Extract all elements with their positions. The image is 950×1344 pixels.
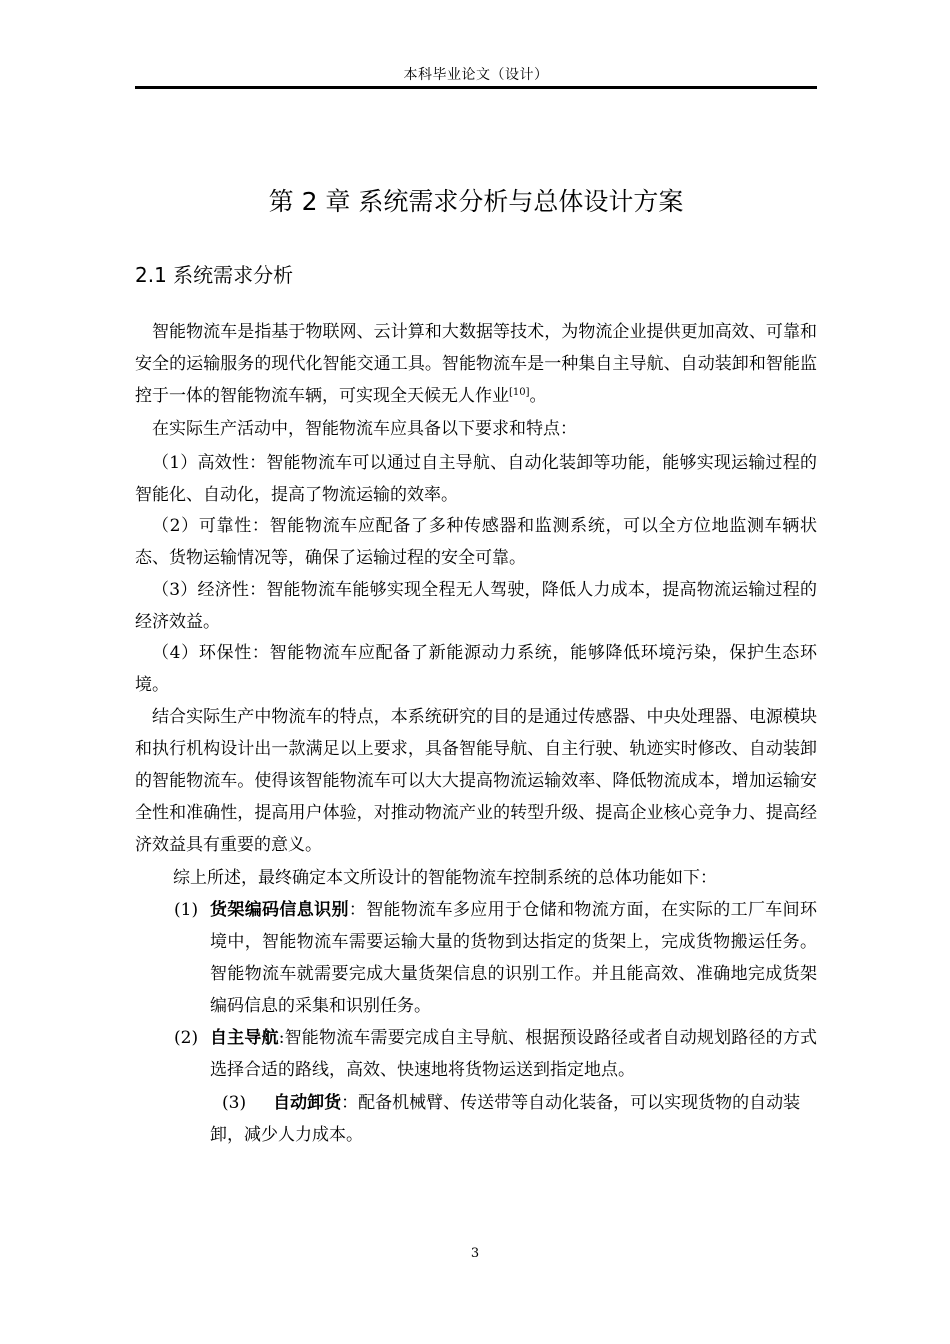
running-header: 本科毕业论文（设计）	[403, 67, 549, 83]
function-item-number: (2)	[174, 1028, 199, 1048]
function-item-1	[174, 894, 817, 1022]
function-item-3	[210, 1087, 817, 1151]
function-item-separator: ：	[341, 1093, 359, 1113]
paragraph-intro-end: 。	[529, 386, 547, 406]
paragraph-intro-text: 智能物流车是指基于物联网、云计算和大数据等技术，为物流企业提供更加高效、可靠和安全的运输服务的现代化智能交通工具。智能物流车是一种集自主导航、自动装卸和智能监控于一体的智能物流车辆，可实现全天候无人作业	[135, 322, 817, 406]
section-title: 2.1 系统需求分析	[135, 263, 294, 287]
function-item-number: (1)	[174, 900, 199, 920]
function-item-label: 货架编码信息识别	[210, 900, 349, 920]
function-item-label: 自动卸货	[273, 1093, 342, 1113]
paragraph-summary: 综上所述，最终确定本文所设计的智能物流车控制系统的总体功能如下：	[173, 868, 717, 888]
paragraph-environment: （4）环保性：智能物流车应配备了新能源动力系统，能够降低环境污染，保护生态环境。	[135, 643, 817, 695]
function-item-number: (3)	[222, 1093, 247, 1113]
chapter-title: 第 2 章 系统需求分析与总体设计方案	[268, 187, 684, 216]
function-item-2	[174, 1022, 817, 1086]
function-item-text: 配备机械臂、传送带等自动化装备，可以实现货物的自动装卸，减少人力成本。	[210, 1093, 801, 1145]
citation-ref: [10]	[509, 387, 530, 398]
paragraph-requirements-lead: 在实际生产活动中，智能物流车应具备以下要求和特点：	[152, 419, 577, 439]
function-item-label: 自主导航	[210, 1028, 279, 1048]
function-item-text: 智能物流车需要完成自主导航、根据预设路径或者自动规划路径的方式选择合适的路线，高效、快速地将货物运送到指定地点。	[210, 1028, 818, 1080]
page-number: 3	[470, 1246, 480, 1261]
paragraph-intro	[135, 316, 817, 412]
paragraph-efficiency: （1）高效性：智能物流车可以通过自主导航、自动化装卸等功能，能够实现运输过程的智能化、自动化，提高了物流运输的效率。	[135, 453, 817, 505]
paragraph-purpose: 结合实际生产中物流车的特点，本系统研究的目的是通过传感器、中央处理器、电源模块和执行机构设计出一款满足以上要求，具备智能导航、自主行驶、轨迹实时修改、自动装卸的智能物流车。使得该智能物流车可以大大提高物流运输效率、降低物流成本，增加运输安全性和准确性，提高用户体验，对推动物流产业的转型升级、提高企业核心竞争力、提高经济效益具有重要的意义。	[135, 707, 817, 855]
function-item-separator: ：	[348, 900, 367, 920]
paragraph-reliability: （2）可靠性：智能物流车应配备了多种传感器和监测系统，可以全方位地监测车辆状态、货物运输情况等，确保了运输过程的安全可靠。	[135, 516, 817, 568]
paragraph-economy: （3）经济性：智能物流车能够实现全程无人驾驶，降低人力成本，提高物流运输过程的经济效益。	[135, 580, 817, 632]
header-rule	[135, 86, 817, 89]
function-item-text: 智能物流车多应用于仓储和物流方面，在实际的工厂车间环境中，智能物流车需要运输大量的货物到达指定的货架上，完成货物搬运任务。智能物流车就需要完成大量货架信息的识别工作。并且能高效、准确地完成货架编码信息的采集和识别任务。	[210, 900, 818, 1016]
function-item-separator: :	[278, 1028, 285, 1048]
